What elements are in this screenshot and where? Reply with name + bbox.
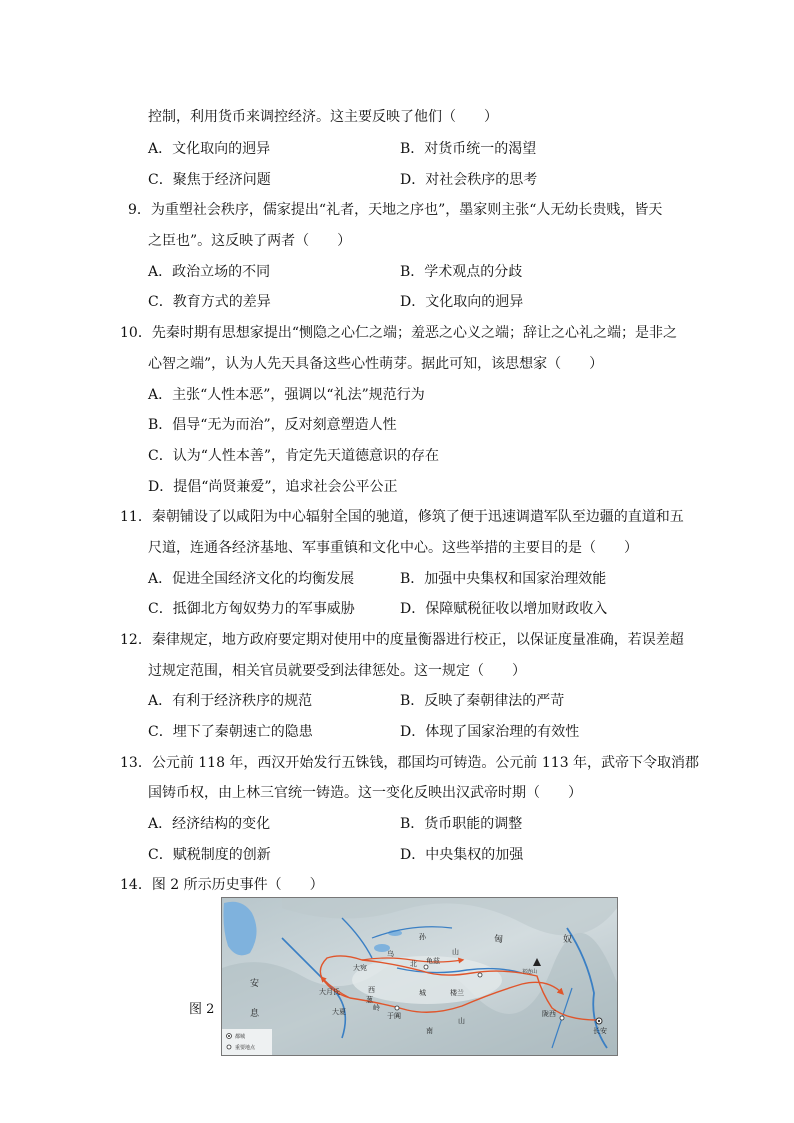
q12-stem-line2: 过规定范围，相关官员就要受到法律惩处。这一规定（ ） <box>148 663 526 679</box>
label-yutian: 于阗 <box>387 1012 401 1020</box>
q12-option-c: C．埋下了秦朝速亡的隐患 <box>148 724 313 740</box>
q8-stem-continuation: 控制，利用货币来调控经济。这主要反映了他们（ ） <box>148 109 498 125</box>
place-qiuci <box>424 965 428 969</box>
label-dayuezhi: 大月氏 <box>319 988 340 996</box>
q8-option-a: A．文化取向的迥异 <box>148 141 271 157</box>
q12-option-a: A．有利于经济秩序的规范 <box>148 693 313 709</box>
q14-stem: 14．图 2 所示历史事件（ ） <box>120 877 324 893</box>
q9-option-c: C．教育方式的差异 <box>148 294 271 310</box>
capital-changan-dot <box>598 1020 600 1022</box>
q11-option-d: D．保障赋税征收以增加财政收入 <box>400 601 608 617</box>
q12-stem-line1: 12．秦律规定，地方政府要定期对使用中的度量衡器进行校正，以保证度量准确，若误差超 <box>120 632 684 648</box>
place-yutian <box>395 1006 399 1010</box>
q13-option-a: A．经济结构的变化 <box>148 816 271 832</box>
q9-stem-line2: 之臣也”。这反映了两者（ ） <box>148 233 352 249</box>
q13-option-b: B．货币职能的调整 <box>400 816 523 832</box>
label-dayuan: 大宛 <box>353 964 367 972</box>
label-wusun: 乌 <box>387 950 394 958</box>
label-bei: 北 <box>410 960 417 968</box>
q13-option-c: C．赋税制度的创新 <box>148 847 271 863</box>
q12-option-d: D．体现了国家治理的有效性 <box>400 724 580 740</box>
label-qiuci: 龟兹 <box>426 957 440 965</box>
label-anxi-2: 息 <box>250 1009 260 1019</box>
label-anxi-1: 安 <box>250 979 260 989</box>
label-qilianshan: 祁连山 <box>522 969 538 975</box>
q10-option-c: C．认为“人性本善”，肯定先天道德意识的存在 <box>148 448 440 464</box>
label-shan-north: 山 <box>452 948 459 956</box>
q9-option-a: A．政治立场的不同 <box>148 264 271 280</box>
legend-place-icon <box>227 1045 231 1049</box>
q11-option-c: C．抵御北方匈奴势力的军事威胁 <box>148 601 355 617</box>
q8-option-c: C．聚焦于经济问题 <box>148 172 271 188</box>
legend-place-label: 重要地点 <box>235 1045 256 1051</box>
label-shan-south: 山 <box>458 1017 465 1025</box>
legend-box <box>222 1029 272 1055</box>
label-xiongnu-1: 匈 <box>494 935 504 945</box>
q13-option-d: D．中央集权的加强 <box>400 847 524 863</box>
label-cong: 葱 <box>366 996 373 1004</box>
label-xi: 西 <box>368 986 375 994</box>
map-svg <box>222 898 617 1055</box>
q8-option-d: D．对社会秩序的思考 <box>400 172 538 188</box>
q9-option-b: B．学术观点的分歧 <box>400 264 523 280</box>
legend-capital-icon-dot <box>228 1035 230 1037</box>
q10-stem-line2: 心智之端”，认为人先天具备这些心性萌芽。据此可知，该思想家（ ） <box>148 356 604 372</box>
label-sun: 孙 <box>419 933 426 941</box>
q10-option-b: B．倡导“无为而治”，反对刻意塑造人性 <box>148 417 397 433</box>
figure-label: 图 2 <box>189 1002 215 1017</box>
q9-option-d: D．文化取向的迥异 <box>400 294 524 310</box>
q11-option-a: A．促进全国经济文化的均衡发展 <box>148 571 355 587</box>
label-cheng: 城 <box>419 989 426 997</box>
q10-option-d: D．提倡“尚贤兼爱”，追求社会公平公正 <box>148 479 398 495</box>
label-ling: 岭 <box>373 1004 380 1012</box>
q12-option-b: B．反映了秦朝律法的严苛 <box>400 693 565 709</box>
label-nan: 南 <box>426 1027 433 1035</box>
silk-road-map <box>221 897 618 1056</box>
q9-stem-line1: 9．为重塑社会秩序，儒家提出“礼者，天地之序也”，墨家则主张“人无幼长贵贱，皆天 <box>128 202 663 218</box>
label-changan: 长安 <box>593 1027 607 1035</box>
label-longxi: 陇西 <box>542 1010 556 1018</box>
label-daxia: 大夏 <box>332 1008 346 1016</box>
legend-capital-label: 都城 <box>235 1034 246 1040</box>
q11-option-b: B．加强中央集权和国家治理效能 <box>400 571 607 587</box>
label-loulan: 楼兰 <box>450 989 464 997</box>
label-xiongnu-2: 奴 <box>563 935 573 945</box>
q10-stem-line1: 10．先秦时期有思想家提出“恻隐之心仁之端；羞恶之心义之端；辞让之心礼之端；是非之 <box>120 325 677 341</box>
q10-option-a: A．主张“人性本恶”，强调以“礼法”规范行为 <box>148 387 425 403</box>
q11-stem-line1: 11．秦朝铺设了以咸阳为中心辐射全国的驰道，修筑了便于迅速调遣军队至边疆的直道和五 <box>120 509 684 525</box>
q11-stem-line2: 尺道，连通各经济基地、军事重镇和文化中心。这些举措的主要目的是（ ） <box>148 540 638 556</box>
q13-stem-line1: 13．公元前 118 年，西汉开始发行五铢钱，郡国均可铸造。公元前 113 年，武帝下令取消郡 <box>120 755 700 771</box>
q8-option-b: B．对货币统一的渴望 <box>400 141 537 157</box>
place-longxi <box>560 1016 564 1020</box>
place-loulan <box>478 973 482 977</box>
q13-stem-line2: 国铸币权，由上林三官统一铸造。这一变化反映出汉武帝时期（ ） <box>148 785 582 801</box>
